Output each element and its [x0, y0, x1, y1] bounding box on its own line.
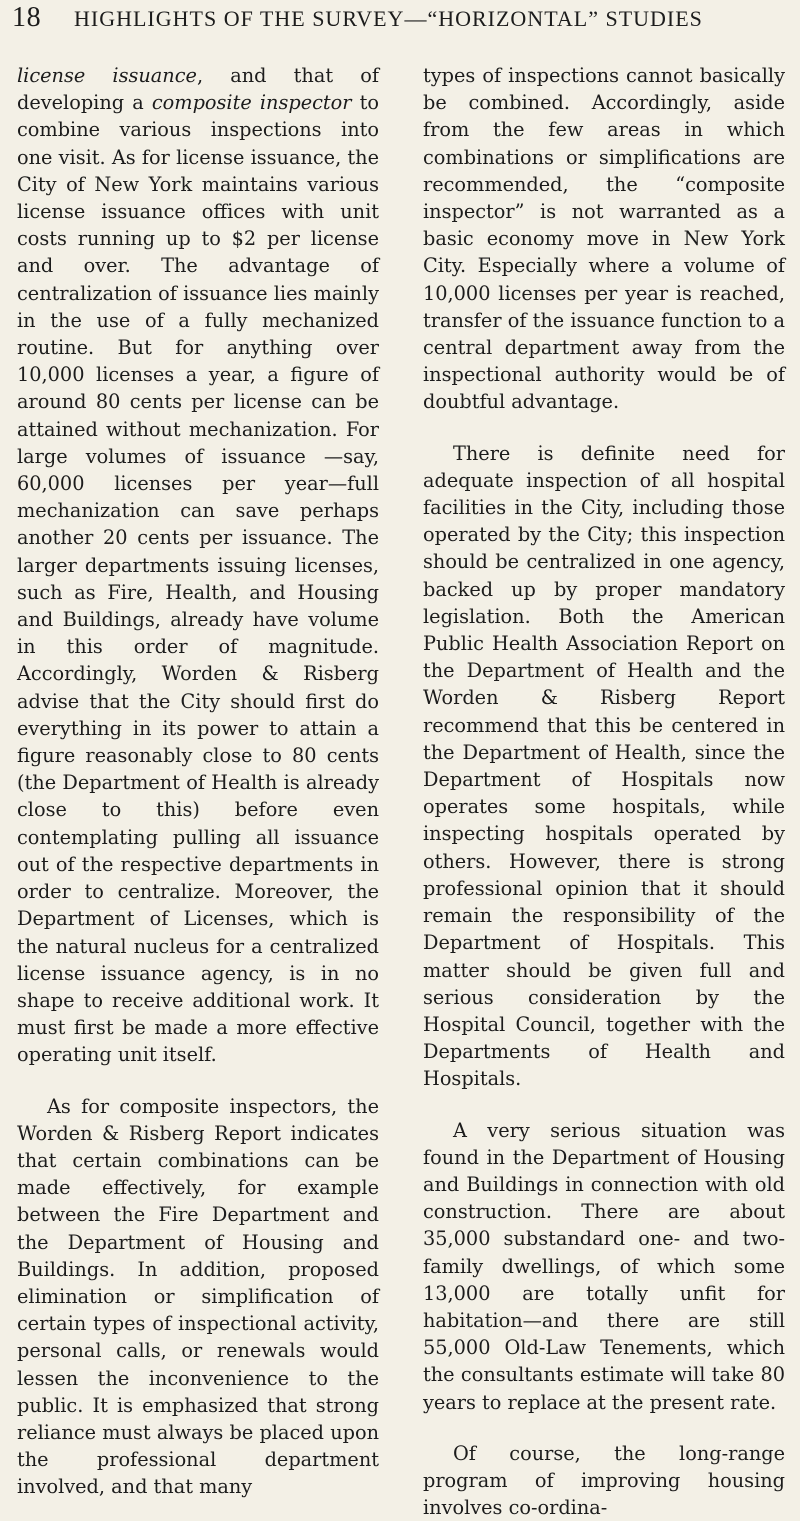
- paragraph-long-range-program: Of course, the long-range program of improving housing involves co-ordina-: [423, 1441, 785, 1520]
- italic-term-composite-inspector: composite inspector: [151, 91, 352, 115]
- paragraph-text: , and that of developing a: [17, 64, 379, 115]
- right-column: [423, 62, 785, 1521]
- paragraph-housing-situation: A very serious situation was found in the Department of Housing and Buildings in connection with old construction. There are about 35,000 substandard one- and two-family dwellings, of which some 13,000 are totally unfit for habitation—and there are still 55,000 Old-Law Tenements, which the consultants estimate will take 80 years to replace at the present rate.: [423, 1118, 785, 1414]
- paragraph-text: to combine various inspections into one visit. As for license issuance, the City of New York maintains various license issuance offices with unit costs running up to $2 per license and over. The advantage of centralization of issuance lies mainly in the use of a fully mechanized routine. But for anything over 10,000 licenses a year, a figure of around 80 cents per license can be attained without mechanization. For large volumes of issuance —say, 60,000 licenses per year—full mechanization can save perhaps another 20 cents per issuance. The larger departments issuing licenses, such as Fire, Health, and Housing and Buildings, already have volume in this order of magnitude. Accordingly, Worden & Risberg advise that the City should first do everything in its power to attain a figure reasonably close to 80 cents (the Department of Health is already close to this) before even contemplating pulling all issuance out of the respective departments in order to centralize. Moreover, the Department of Licenses, which is the natural nucleus for a centralized license issuance agency, is in no shape to receive additional work. It must first be made a more effective operating unit itself.: [17, 91, 379, 1067]
- left-column: [17, 62, 379, 1501]
- paragraph-inspection-types: types of inspections cannot basically be combined. Accordingly, aside from the few areas in which combinations or simplifications are recommended, the “composite inspector” is not warranted as a basic economy move in New York City. Especially where a volume of 10,000 licenses per year is reached, transfer of the issuance function to a central department away from the inspectional authority would be of doubtful advantage.: [423, 64, 785, 414]
- running-header: [12, 2, 788, 42]
- italic-term-license-issuance: license issuance: [17, 64, 197, 87]
- paragraph-license-issuance: [17, 62, 379, 1069]
- page-number: 18: [12, 2, 42, 33]
- running-title: HIGHLIGHTS OF THE SURVEY—“HORIZONTAL” STUDIES: [74, 6, 703, 31]
- paragraph-composite-inspectors: As for composite inspectors, the Worden & Risberg Report indicates that certain combinations can be made effectively, for example between the Fire Department and the Department of Housing and Buildings. In addition, proposed elimination or simplification of certain types of inspectional activity, personal calls, or renewals would lessen the inconvenience to the public. It is emphasized that strong reliance must always be placed upon the professional department involved, and that many: [17, 1094, 379, 1499]
- paragraph-hospital-inspection: There is definite need for adequate inspection of all hospital facilities in the City, including those operated by the City; this inspection should be centralized in one agency, backed up by proper mandatory legislation. Both the American Public Health Association Report on the Department of Health and the Worden & Risberg Report recommend that this be centered in the Department of Health, since the Department of Hospitals now operates some hospitals, while inspecting hospitals operated by others. However, there is strong professional opinion that it should remain the responsibility of the Department of Hospitals. This matter should be given full and serious consideration by the Hospital Council, together with the Departments of Health and Hospitals.: [423, 441, 785, 1091]
